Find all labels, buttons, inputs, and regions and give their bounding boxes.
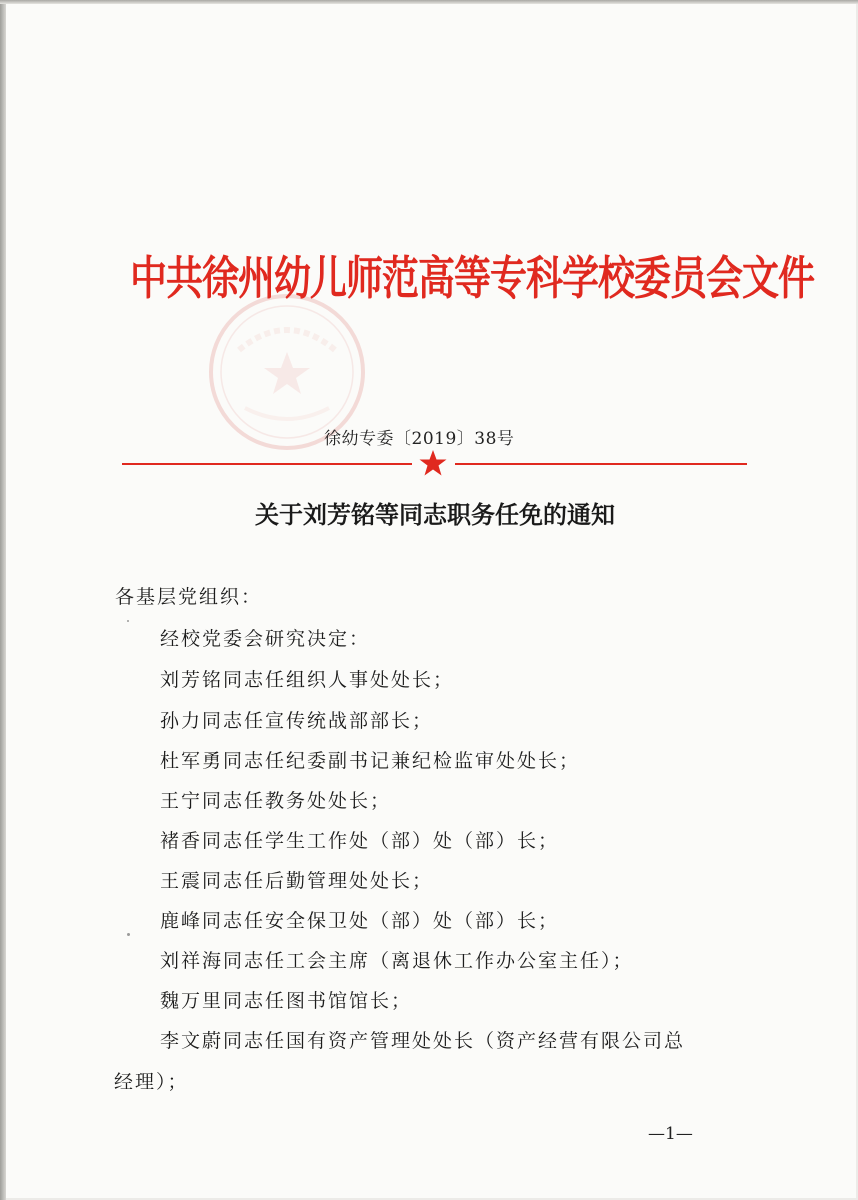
appointment-line: 王震同志任后勤管理处处长； xyxy=(160,870,434,892)
appointment-line: 鹿峰同志任安全保卫处（部）处（部）长； xyxy=(160,910,560,932)
salutation: 各基层党组织： xyxy=(115,586,263,608)
appointment-line: 杜军勇同志任纪委副书记兼纪检监审处处长； xyxy=(160,750,581,772)
scan-speck xyxy=(127,620,129,622)
red-divider-left xyxy=(122,463,412,465)
red-divider-right xyxy=(455,463,747,465)
appointment-line-continuation: 经理）； xyxy=(114,1071,189,1093)
appointment-line: 褚香同志任学生工作处（部）处（部）长； xyxy=(160,830,560,852)
appointment-line: 李文蔚同志任国有资产管理处处长（资产经营有限公司总 xyxy=(160,1030,686,1052)
page-number: —1— xyxy=(648,1124,693,1144)
letterhead-title: 中共徐州幼儿师范高等专科学校委员会文件 xyxy=(130,251,814,305)
document-title: 关于刘芳铭等同志职务任免的通知 xyxy=(255,501,615,529)
appointment-line: 刘芳铭同志任组织人事处处长； xyxy=(160,669,455,691)
red-star-icon xyxy=(418,448,448,478)
appointment-line: 刘祥海同志任工会主席（离退休工作办公室主任）； xyxy=(160,950,634,972)
appointment-line: 魏万里同志任图书馆馆长； xyxy=(160,990,413,1012)
appointment-line: 孙力同志任宣传统战部部长； xyxy=(160,710,434,732)
appointment-line: 王宁同志任教务处处长； xyxy=(160,790,392,812)
intro-line: 经校党委会研究决定： xyxy=(160,628,371,650)
document-number: 徐幼专委〔2019〕38号 xyxy=(324,429,515,449)
scan-speck xyxy=(127,933,130,936)
